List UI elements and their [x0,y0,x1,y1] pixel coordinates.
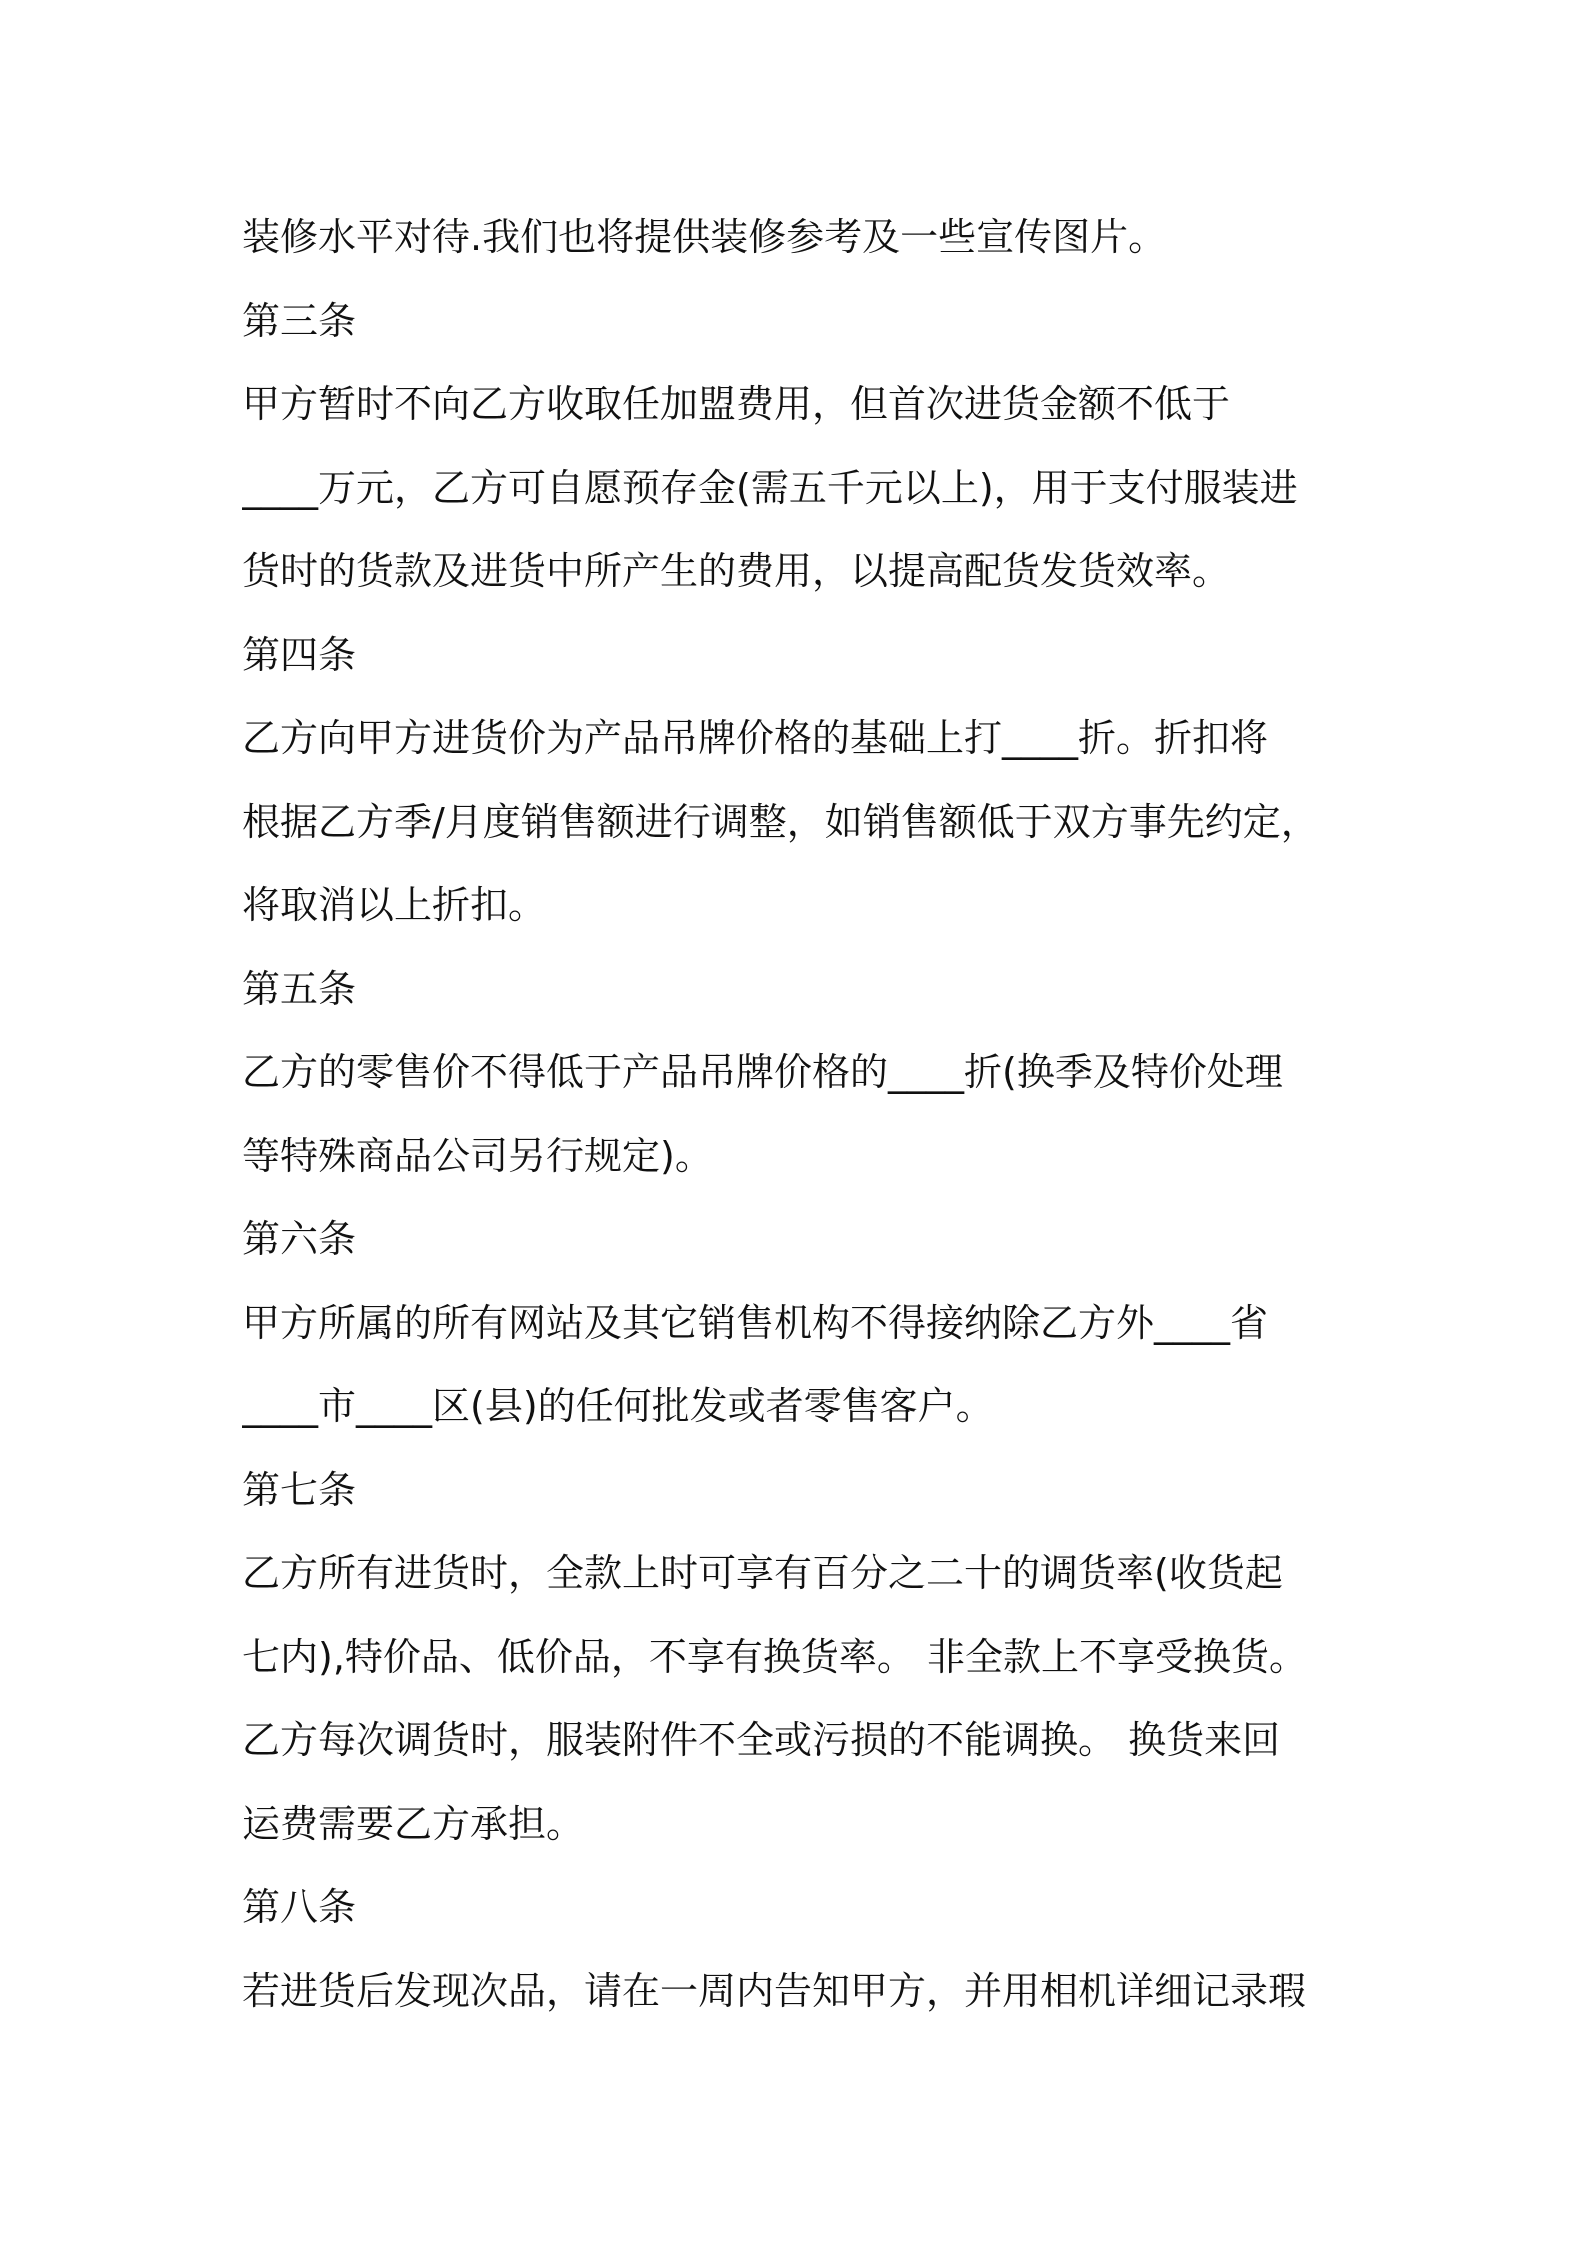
paragraph-line: 将取消以上折扣。 [242,883,547,927]
article-heading-6: 第六条 [242,1217,357,1261]
paragraph-line: 等特殊商品公司另行规定)。 [242,1133,713,1178]
article-heading-4: 第四条 [242,632,357,677]
paragraph-line: 乙方所有进货时，全款上时可享有百分之二十的调货率(收货起 [242,1551,1283,1595]
paragraph-line: 七内),特价品、低价品，不享有换货率。 非全款上不享受换货。 [242,1634,1307,1679]
paragraph-line: 装修水平对待.我们也将提供装修参考及一些宣传图片。 [242,215,1167,259]
paragraph-line: 根据乙方季/月度销售额进行调整，如销售额低于双方事先约定， [242,799,1319,844]
paragraph-line: 乙方向甲方进货价为产品吊牌价格的基础上打____折。折扣将 [242,716,1269,760]
paragraph-line: 乙方每次调货时，服装附件不全或污损的不能调换。 换货来回 [242,1718,1281,1762]
article-heading-7: 第七条 [242,1467,357,1512]
paragraph-line: 甲方暂时不向乙方收取任加盟费用，但首次进货金额不低于 [242,382,1231,426]
paragraph-line: ____市____区(县)的任何批发或者零售客户。 [242,1384,994,1428]
article-heading-8: 第八条 [242,1885,357,1929]
paragraph-line: 乙方的零售价不得低于产品吊牌价格的____折(换季及特价处理 [242,1050,1283,1094]
paragraph-line: 甲方所属的所有网站及其它销售机构不得接纳除乙方外____省 [242,1300,1269,1345]
article-heading-5: 第五条 [242,966,357,1011]
paragraph-line: 货时的货款及进货中所产生的费用，以提高配货发货效率。 [242,549,1231,593]
article-heading-3: 第三条 [242,298,357,343]
paragraph-line: 若进货后发现次品，请在一周内告知甲方，并用相机详细记录瑕 [242,1968,1307,2013]
paragraph-line: ____万元，乙方可自愿预存金(需五千元以上)，用于支付服装进 [242,465,1298,510]
document-body [242,196,1364,2033]
paragraph-line: 运费需要乙方承担。 [242,1801,585,1846]
